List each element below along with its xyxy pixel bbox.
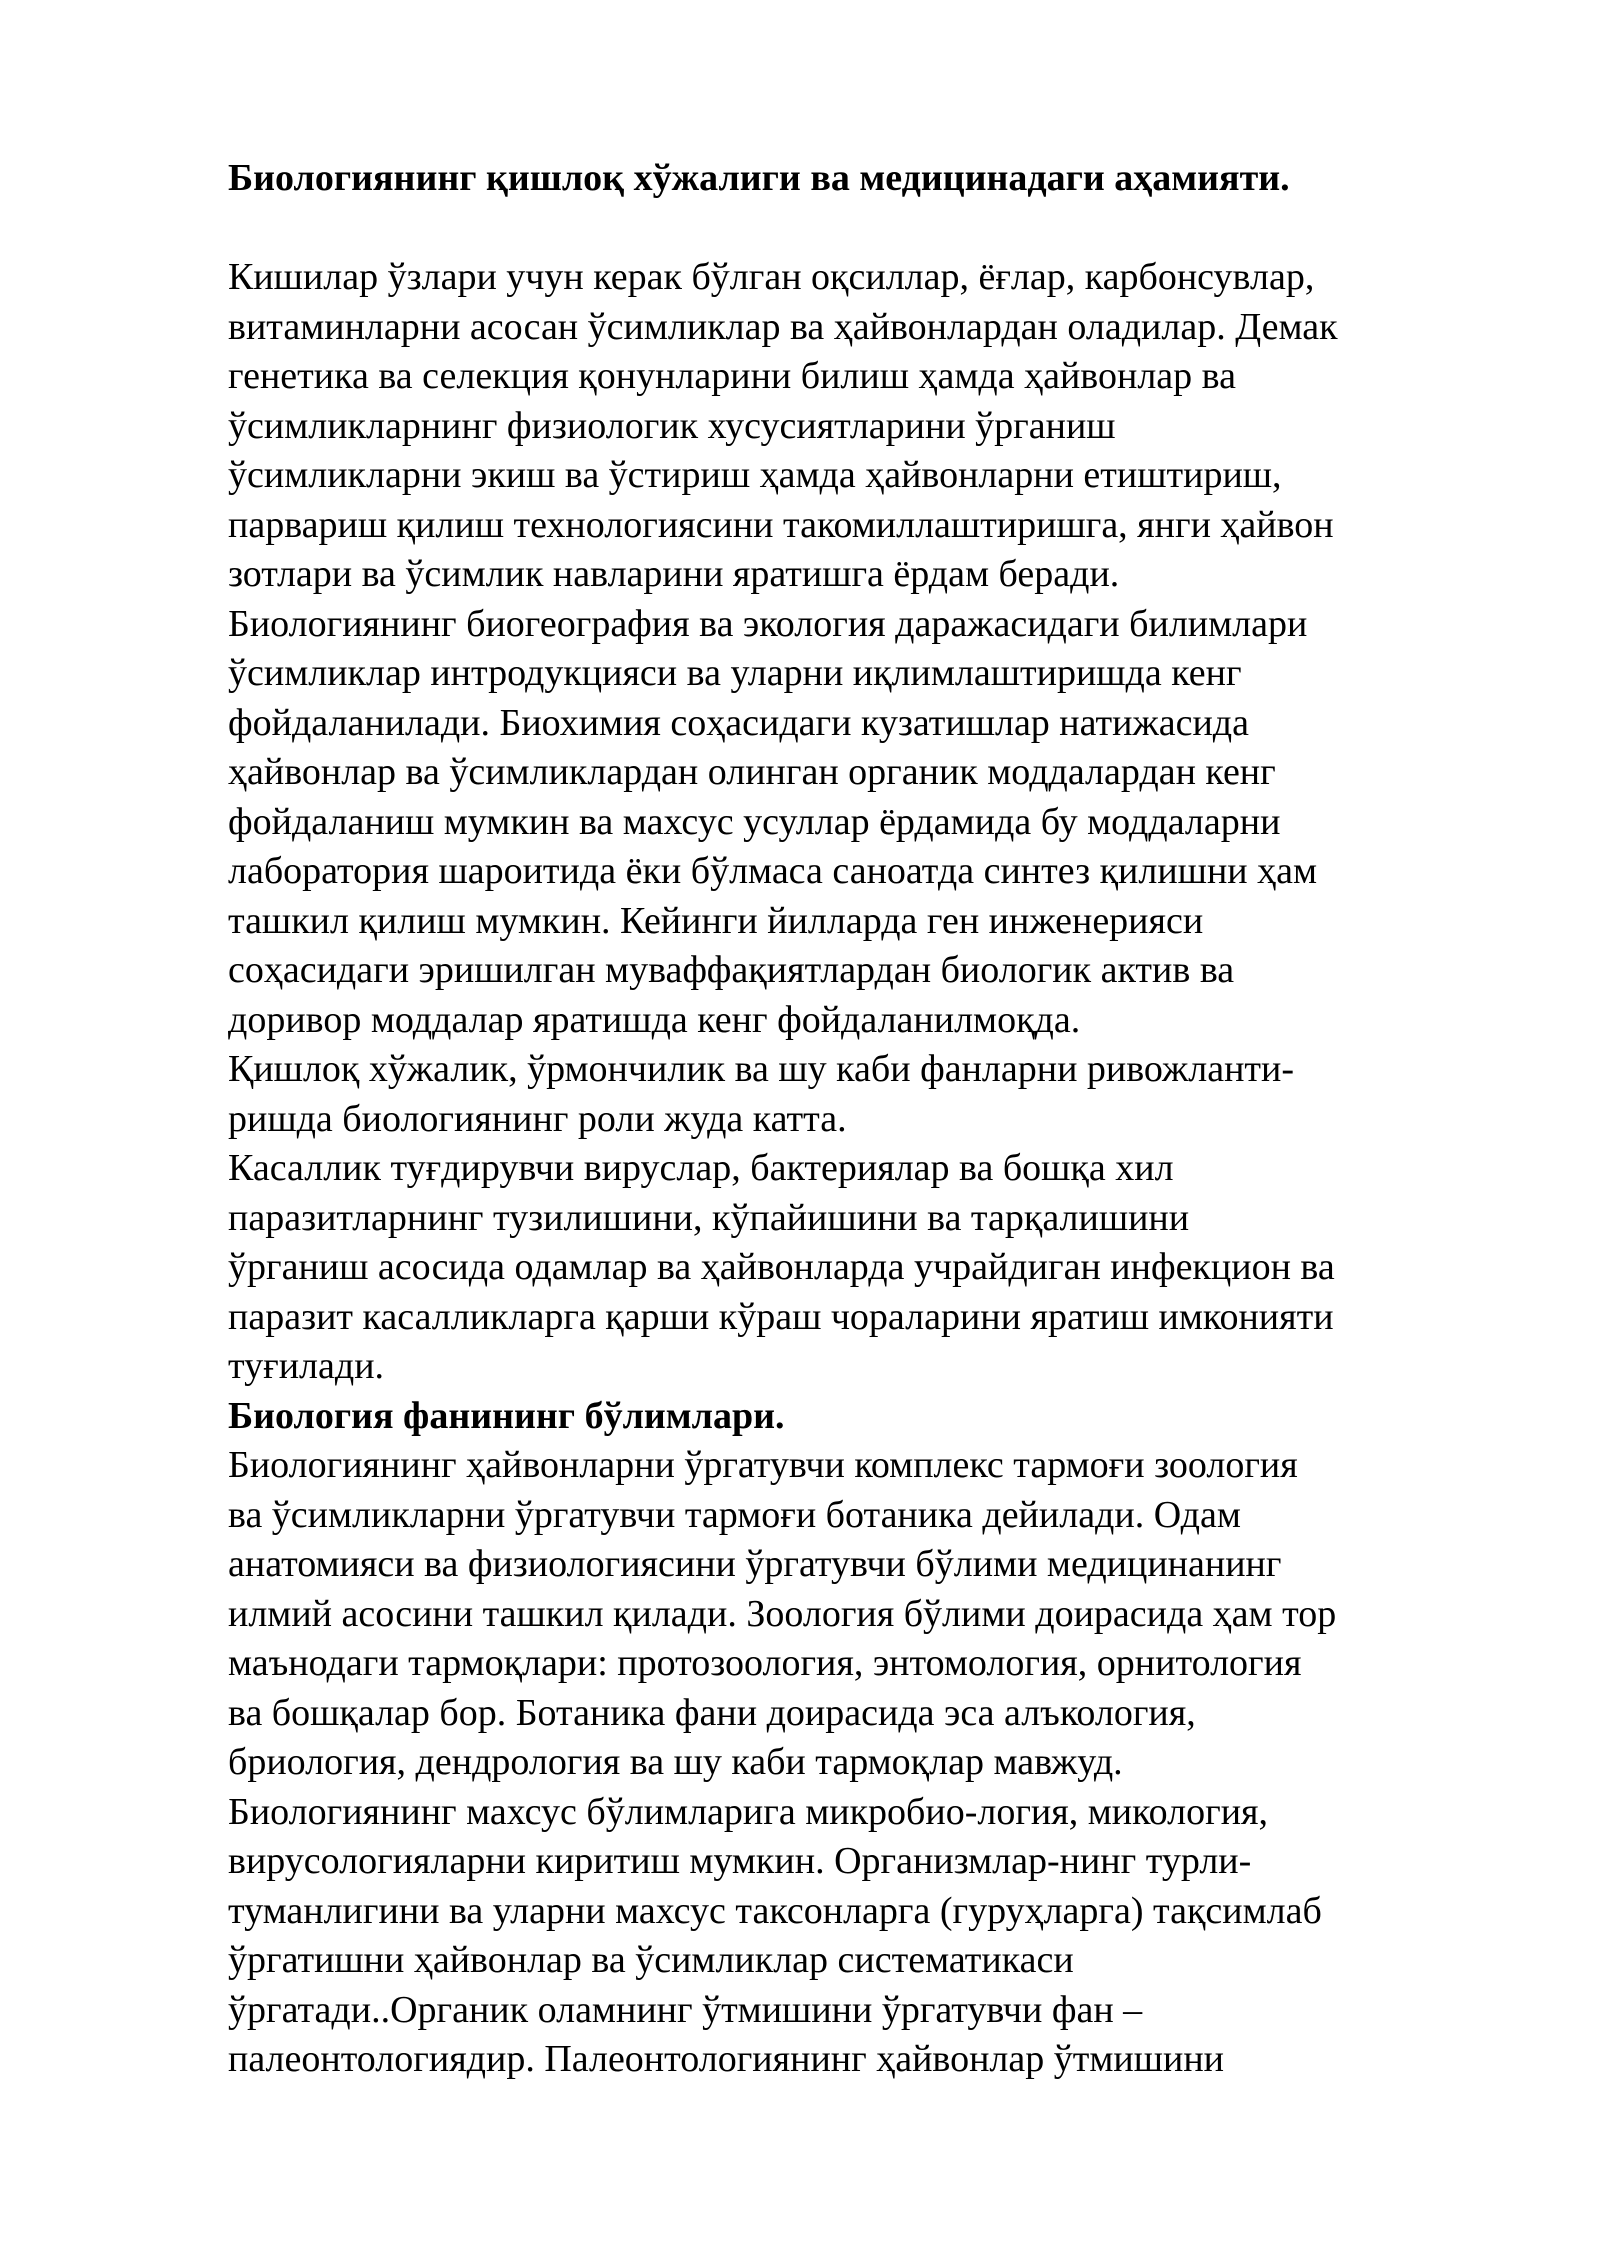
text-line: Биологиянинг махсус бўлимларига микробио-логия, микология, — [228, 1790, 1269, 1833]
text-line: вирусологияларни киритиш мумкин. Организмлар-нинг турли- — [228, 1840, 1252, 1882]
document-title: Биологиянинг қишлоқ хўжалиги ва медицинадаги аҳамияти. — [228, 157, 1290, 199]
text-line: зотлари ва ўсимлик навларини яратишга ёрдам беради. — [228, 553, 1120, 595]
text-line: палеонтологиядир. Палеонтологиянинг ҳайвонлар ўтмишини — [228, 2038, 1225, 2080]
text-line: ташкил қилиш мумкин. Кейинги йилларда ген инженерияси — [228, 899, 1204, 942]
section-subheading: Биология фанининг бўлимлари. — [228, 1394, 785, 1437]
paragraph-gap — [228, 204, 1518, 254]
text-line: маънодаги тармоқлари: протозоология, энтомология, орнитология — [228, 1642, 1302, 1684]
text-line: ришда биологиянинг роли жуда катта. — [228, 1097, 847, 1140]
body-text-section-1 — [228, 253, 1518, 1392]
text-line: туманлигини ва уларни махсус таксонларга (гуруҳларга) тақсимлаб — [228, 1889, 1322, 1932]
text-line: ўсимликлар интродукцияси ва уларни иқлимлаштиришда кенг — [228, 652, 1242, 694]
text-line: парвариш қилиш технологиясини такомиллаштиришга, янги ҳайвон — [228, 503, 1334, 546]
text-line: ўсимликларни экиш ва ўстириш ҳамда ҳайвонларни етиштириш, — [228, 454, 1282, 496]
text-line: Биологиянинг биогеография ва экология даражасидаги билимлари — [228, 602, 1308, 645]
text-line: лаборатория шароитида ёки бўлмаса саноатда синтез қилишни ҳам — [228, 850, 1318, 892]
text-line: генетика ва селекция қонунларини билиш ҳамда ҳайвонлар ва — [228, 355, 1236, 397]
text-line: илмий асосини ташкил қилади. Зоология бўлими доирасида ҳам тор — [228, 1592, 1337, 1635]
text-line: Биологиянинг ҳайвонларни ўргатувчи комплекс тармоғи зоология — [228, 1444, 1298, 1486]
body-text-section-2 — [228, 1441, 1518, 2085]
text-line: доривор моддалар яратишда кенг фойдаланилмоқда. — [228, 998, 1081, 1041]
text-line: ўсимликларнинг физиологик хусусиятларини ўрганиш — [228, 404, 1116, 447]
text-line: фойдаланиш мумкин ва махсус усуллар ёрдамида бу моддаларни — [228, 800, 1281, 843]
text-line: ўрганиш асосида одамлар ва ҳайвонларда учрайдиган инфекцион ва — [228, 1246, 1335, 1288]
text-line: Кишилар ўзлари учун керак бўлган оқсиллар, ёғлар, карбонсувлар, — [228, 256, 1315, 298]
text-line: Қишлоқ хўжалик, ўрмончилик ва шу каби фанларни ривожланти- — [228, 1048, 1295, 1090]
text-line: ўргатади..Органик оламнинг ўтмишини ўргатувчи фан – — [228, 1988, 1143, 2031]
text-line: ва бошқалар бор. Ботаника фани доирасида эса алъкология, — [228, 1691, 1196, 1734]
text-line: ҳайвонлар ва ўсимликлардан олинган органик моддалардан кенг — [228, 751, 1276, 793]
text-line: соҳасидаги эришилган муваффақиятлардан биологик актив ва — [228, 949, 1235, 991]
document-page — [228, 154, 1518, 2085]
text-line: паразит касалликларга қарши кўраш чораларини яратиш имконияти — [228, 1295, 1334, 1338]
text-line: бриология, дендрология ва шу каби тармоқлар мавжуд. — [228, 1741, 1123, 1783]
text-line: ўргатишни ҳайвонлар ва ўсимликлар систематикаси — [228, 1939, 1074, 1981]
text-line: паразитларнинг тузилишини, кўпайишини ва тарқалишини — [228, 1196, 1190, 1239]
text-line: ва ўсимликларни ўргатувчи тармоғи ботаника дейилади. Одам — [228, 1493, 1241, 1536]
text-line: Касаллик туғдирувчи вируслар, бактериялар ва бошқа хил — [228, 1147, 1174, 1189]
text-line: фойдаланилади. Биохимия соҳасидаги кузатишлар натижасида — [228, 701, 1249, 744]
text-line: витаминларни асосан ўсимликлар ва ҳайвонлардан оладилар. Демак — [228, 305, 1338, 348]
text-line: туғилади. — [228, 1345, 385, 1387]
text-line: анатомияси ва физиологиясини ўргатувчи бўлими медицинанинг — [228, 1543, 1282, 1585]
